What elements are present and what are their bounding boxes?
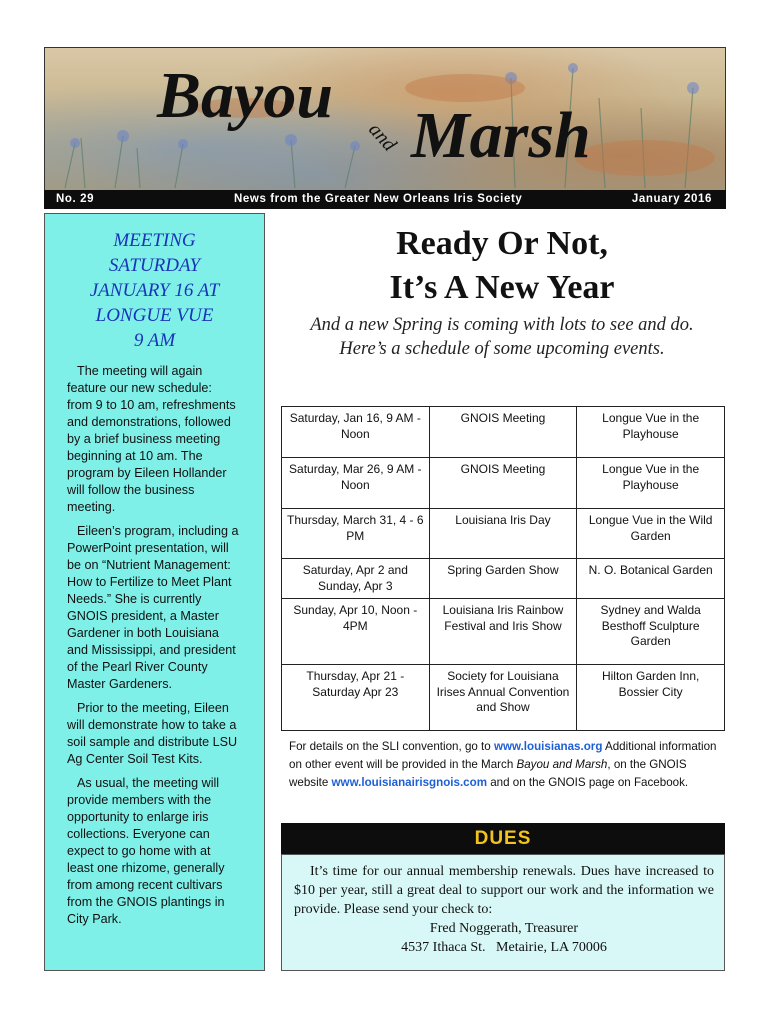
table-row	[282, 665, 725, 731]
meeting-sidebar	[44, 213, 265, 971]
details-text: and on the GNOIS page on Facebook.	[487, 776, 689, 789]
gnois-website-link[interactable]: www.louisianairisgnois.com	[331, 776, 488, 789]
details-text: Additional information on other event will be provided in the March	[289, 740, 717, 771]
details-text: For details on the SLI convention, go to	[289, 740, 494, 753]
meeting-body	[45, 353, 264, 928]
meeting-paragraph: Eileen’s program, including a PowerPoint presentation, will be on “Nutrient Management: How to Fertilize to Meet Plant Needs.” She is currently GNOIS president, a Master Gardener in both Louisiana and Mississippi, and president of the Pearl River County Master Gardeners.	[67, 524, 239, 691]
meeting-paragraph: Prior to the meeting, Eileen will demonstrate how to take a soil sample and distribute LSU Ag Center Soil Test Kits.	[67, 701, 238, 766]
newsletter-name: Bayou and Marsh	[516, 758, 608, 771]
table-row	[282, 559, 725, 599]
event-name: Louisiana Iris Day	[429, 509, 577, 559]
event-place: Longue Vue in the Playhouse	[577, 407, 725, 458]
headline-line-2: It’s A New Year	[389, 269, 615, 306]
meeting-paragraph: The meeting will again feature our new schedule: from 9 to 10 am, refreshments and demonstrations, followed by a brief business meeting beginning at 10 am. The program by Eileen Hollander will follow the business meeting.	[67, 364, 236, 514]
event-name: Society for Louisiana Irises Annual Convention and Show	[429, 665, 577, 731]
event-date: Saturday, Jan 16, 9 AM - Noon	[282, 407, 430, 458]
sli-website-link[interactable]: www.louisianas.org	[493, 740, 603, 753]
issue-info-bar	[44, 190, 726, 209]
watercolor-iris-artwork	[45, 48, 725, 191]
table-row	[282, 509, 725, 559]
tagline: News from the Greater New Orleans Iris Society	[234, 193, 523, 205]
article-subhead: And a new Spring is coming with lots to see and do. Here’s a schedule of some upcoming events.	[310, 315, 694, 359]
masthead-title-marsh: Marsh	[411, 99, 591, 172]
dues-text: It’s time for our annual membership renewals. Dues have increased to $10 per year, still a great deal to support our work and the information we provide. Please send your check to:	[294, 864, 714, 917]
meeting-heading-line: LONGUE VUE	[95, 305, 214, 326]
event-details-note	[289, 738, 717, 792]
meeting-paragraph: As usual, the meeting will provide members with the opportunity to enlarge iris collections. Everyone can expect to go home with at least one rhizome, generally from among recent cultivars from the GNOIS plantings in City Park.	[67, 776, 225, 926]
event-place: Sydney and Walda Besthoff Sculpture Garden	[577, 599, 725, 665]
meeting-heading-line: MEETING	[113, 230, 196, 251]
event-place: Longue Vue in the Wild Garden	[577, 509, 725, 559]
meeting-heading-line: SATURDAY	[108, 255, 201, 276]
masthead-title-bayou: Bayou	[157, 59, 334, 132]
table-row	[282, 458, 725, 509]
event-date: Thursday, Apr 21 - Saturday Apr 23	[282, 665, 430, 731]
event-place: Longue Vue in the Playhouse	[577, 458, 725, 509]
events-table	[281, 406, 725, 731]
event-name: Louisiana Iris Rainbow Festival and Iris Show	[429, 599, 577, 665]
masthead-banner	[44, 47, 726, 192]
event-place: Hilton Garden Inn, Bossier City	[577, 665, 725, 731]
dues-heading: DUES	[281, 823, 725, 854]
issue-number: No. 29	[56, 193, 95, 205]
meeting-heading-line: 9 AM	[133, 330, 176, 351]
event-date: Thursday, March 31, 4 - 6 PM	[282, 509, 430, 559]
table-row	[282, 407, 725, 458]
event-date: Saturday, Apr 2 and Sunday, Apr 3	[282, 559, 430, 599]
headline-line-1: Ready Or Not,	[396, 225, 608, 262]
event-date: Sunday, Apr 10, Noon - 4PM	[282, 599, 430, 665]
event-name: GNOIS Meeting	[429, 407, 577, 458]
meeting-heading-line: JANUARY 16 AT	[89, 280, 220, 301]
treasurer-name: Fred Noggerath, Treasurer	[429, 921, 579, 936]
details-text: , on the GNOIS website	[289, 758, 687, 789]
masthead-title-and: and	[364, 118, 401, 156]
event-name: Spring Garden Show	[429, 559, 577, 599]
article-headline	[280, 222, 724, 310]
meeting-heading	[45, 228, 264, 353]
event-name: GNOIS Meeting	[429, 458, 577, 509]
event-date: Saturday, Mar 26, 9 AM - Noon	[282, 458, 430, 509]
treasurer-address: 4537 Ithaca St. Metairie, LA 70006	[401, 940, 607, 955]
dues-box	[281, 854, 725, 971]
event-place: N. O. Botanical Garden	[577, 559, 725, 599]
table-row	[282, 599, 725, 665]
issue-date: January 2016	[631, 193, 712, 205]
